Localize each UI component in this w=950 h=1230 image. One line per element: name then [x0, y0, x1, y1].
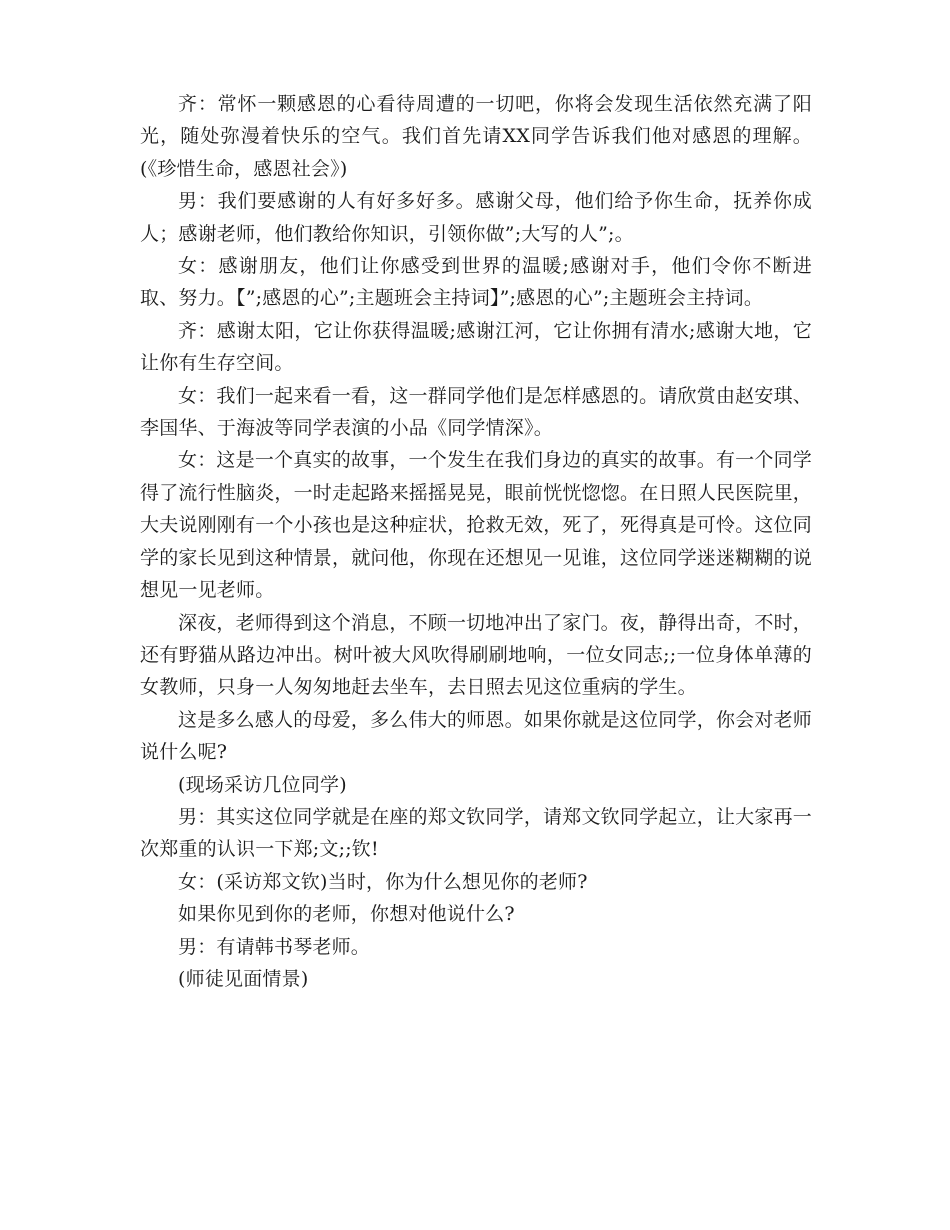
document-page [140, 88, 812, 995]
paragraph-12: 如果你见到你的老师，你想对他说什么? [178, 903, 515, 926]
paragraph-2: 男：我们要感谢的人有好多好多。感谢父母，他们给予你生命，抚养你成人；感谢老师，他们教给你知识，引领你做”;大写的人”;。 [140, 190, 812, 245]
paragraph-8: 这是多么感人的母爱，多么伟大的师恩。如果你就是这位同学，你会对老师说什么呢? [140, 708, 812, 764]
paragraph-5: 女：我们一起来看一看，这一群同学他们是怎样感恩的。请欣赏由赵安琪、李国华、于海波等同学表演的小品《同学情深》。 [140, 384, 812, 440]
paragraph-13: 男：有请韩书琴老师。 [178, 935, 371, 958]
paragraph-10: 男：其实这位同学就是在座的郑文钦同学，请郑文钦同学起立，让大家再一次郑重的认识一下郑;文;;钦! [140, 805, 812, 861]
paragraph-14: (师徒见面情景) [178, 967, 309, 990]
paragraph-3: 女：感谢朋友，他们让你感受到世界的温暖;感谢对手，他们令你不断进取、努力。【”;感恩的心”;主题班会主持词】”;感恩的心”;主题班会主持词。 [140, 255, 812, 310]
paragraph-1: 齐：常怀一颗感恩的心看待周遭的一切吧，你将会发现生活依然充满了阳光，随处弥漫着快乐的空气。我们首先请XX同学告诉我们他对感恩的理解。(《珍惜生命，感恩社会》) [140, 93, 812, 180]
paragraph-7: 深夜，老师得到这个消息，不顾一切地冲出了家门。夜，静得出奇，不时，还有野猫从路边冲出。树叶被大风吹得刷刷地响，一位女同志;;一位身体单薄的女教师，只身一人匆匆地赶去坐车，去日照去见这位重病的学生。 [140, 611, 812, 699]
paragraph-6: 女：这是一个真实的故事，一个发生在我们身边的真实的故事。有一个同学得了流行性脑炎，一时走起路来摇摇晃晃，眼前恍恍惚惚。在日照人民医院里，大夫说刚刚有一个小孩也是这种症状，抢救无效，死了，死得真是可怜。这位同学的家长见到这种情景，就问他，你现在还想见一见谁，这位同学迷迷糊糊的说想见一见老师。 [140, 449, 813, 602]
paragraph-9: (现场采访几位同学) [178, 773, 347, 796]
paragraph-4: 齐：感谢太阳，它让你获得温暖;感谢江河，它让你拥有清水;感谢大地，它让你有生存空间。 [140, 319, 812, 375]
paragraph-11: 女：(采访郑文钦)当时，你为什么想见你的老师? [178, 870, 588, 893]
